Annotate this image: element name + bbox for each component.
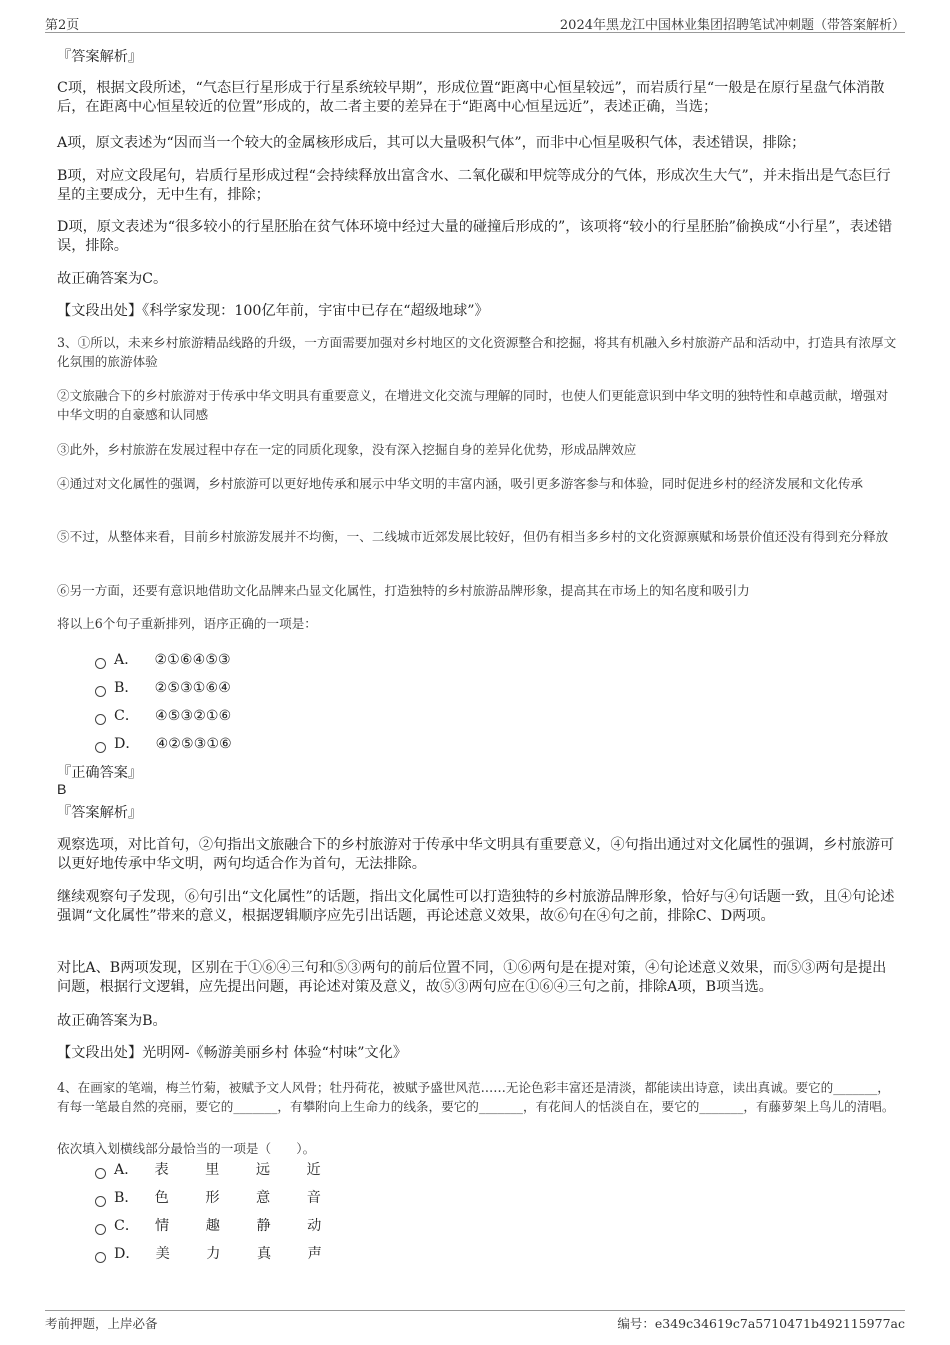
footer-divider — [45, 1310, 905, 1311]
source-citation: 【文段出处】光明网-《畅游美丽乡村 体验“村味”文化》 — [57, 1045, 408, 1061]
q4-option-b[interactable]: B． 色 形 意 音 — [95, 1188, 337, 1208]
q4-option-c[interactable]: C． 情 趣 静 动 — [95, 1216, 337, 1236]
q3-sentence-3: ③此外，乡村旅游在发展过程中存在一定的同质化现象，没有深入挖掘自身的差异化优势，形成品牌效应 — [57, 442, 637, 457]
analysis-label: 『答案解析』 — [57, 805, 143, 821]
q3-sentence-4: ④通过对文化属性的强调，乡村旅游可以更好地传承和展示中华文明的丰富内涵，吸引更多游客参与和体验，同时促进乡村的经济发展和文化传承 — [57, 476, 863, 491]
radio-icon[interactable] — [95, 714, 106, 725]
q3-option-a[interactable]: A． ②①⑥④⑤③ — [95, 650, 231, 670]
q4-stem: 4、在画家的笔端，梅兰竹菊，被赋予文人风骨；牡丹荷花，被赋予盛世风范……无论色彩丰富还是清淡，都能读出诗意，读出真诚。要它的_______，有每一笔最自然的亮丽，要它的_______，有攀附向上生命力的线条，要它的_______，有花间人的恬淡自在，要它的_______，有藤萝架上鸟儿的清唱。 — [57, 1080, 895, 1114]
q3-option-b[interactable]: B． ②⑤③①⑥④ — [95, 678, 231, 698]
analysis-paragraph-1: 观察选项，对比首句，②句指出文旅融合下的乡村旅游对于传承中华文明具有重要意义，④句指出通过对文化属性的强调，乡村旅游可以更好地传承中华文明，两句均适合作为首句，无法排除。 — [57, 837, 895, 872]
conclusion: 故正确答案为B。 — [57, 1013, 167, 1029]
radio-icon[interactable] — [95, 742, 106, 753]
q4-prompt: 依次填入划横线部分最恰当的一项是（ ）。 — [57, 1141, 316, 1156]
analysis-item-d: D项，原文表述为“很多较小的行星胚胎在贫气体环境中经过大量的碰撞后形成的”，该项将“较小的行星胚胎”偷换成“小行星”，表述错误，排除。 — [57, 219, 893, 254]
document-id: 编号：e349c34619c7a5710471b492115977ac — [617, 1316, 905, 1331]
radio-icon[interactable] — [95, 1252, 106, 1263]
footer-slogan: 考前押题，上岸必备 — [45, 1316, 158, 1331]
q4-option-d[interactable]: D． 美 力 真 声 — [95, 1244, 338, 1264]
q3-sentence-5: ⑤不过，从整体来看，目前乡村旅游发展并不均衡，一、二线城市近郊发展比较好，但仍有相当多乡村的文化资源禀赋和场景价值还没有得到充分释放 — [57, 529, 889, 544]
q3-option-c[interactable]: C． ④⑤③②①⑥ — [95, 706, 231, 726]
conclusion: 故正确答案为C。 — [57, 271, 168, 287]
analysis-paragraph-3: 对比A、B两项发现，区别在于①⑥④三句和⑤③两句的前后位置不同，①⑥两句是在提对策，④句论述意义效果，而⑤③两句是提出问题，根据行文逻辑，应先提出问题，再论述对策及意义，故⑤③两句应在①⑥④三句之前，排除A项，B项当选。 — [57, 960, 887, 995]
analysis-item-a: A项，原文表述为“因而当一个较大的金属核形成后，其可以大量吸积气体”，而非中心恒星吸积气体，表述错误，排除； — [57, 135, 806, 151]
q3-sentence-1: 3、①所以，未来乡村旅游精品线路的升级，一方面需要加强对乡村地区的文化资源整合和挖掘，将其有机融入乡村旅游产品和活动中，打造具有浓厚文化氛围的旅游体验 — [57, 335, 897, 369]
analysis-item-b: B项，对应文段尾句，岩质行星形成过程“会持续释放出富含水、二氧化碳和甲烷等成分的气体，形成次生大气”，并未指出是气态巨行星的主要成分，无中生有，排除； — [57, 168, 891, 203]
q3-option-d[interactable]: D． ④②⑤③①⑥ — [95, 734, 232, 754]
analysis-item-c: C项，根据文段所述，“气态巨行星形成于行星系统较早期”，形成位置“距离中心恒星较远”，而岩质行星“一般是在原行星盘气体消散后，在距离中心恒星较近的位置”形成的，故二者主要的差异在于“距离中心恒星远近”，表述正确，当选； — [57, 80, 885, 115]
answer-label: 『正确答案』 — [57, 765, 143, 781]
document-title: 2024年黑龙江中国林业集团招聘笔试冲刺题（带答案解析） — [559, 18, 905, 33]
answer-value: B — [57, 782, 67, 798]
source-citation: 【文段出处】《科学家发现：100亿年前，宇宙中已存在“超级地球”》 — [57, 303, 489, 319]
page-header — [45, 12, 905, 33]
page-number: 第2页 — [45, 18, 80, 33]
radio-icon[interactable] — [95, 1224, 106, 1235]
radio-icon[interactable] — [95, 686, 106, 697]
q3-sentence-2: ②文旅融合下的乡村旅游对于传承中华文明具有重要意义，在增进文化交流与理解的同时，也使人们更能意识到中华文明的独特性和卓越贡献，增强对中华文明的自豪感和认同感 — [57, 388, 889, 422]
q4-option-a[interactable]: A． 表 里 远 近 — [95, 1160, 337, 1180]
analysis-paragraph-2: 继续观察句子发现，⑥句引出“文化属性”的话题，指出文化属性可以打造独特的乡村旅游品牌形象，恰好与④句话题一致，且④句论述强调“文化属性”带来的意义，根据逻辑顺序应先引出话题，再论述意义效果，故⑥句在④句之前，排除C、D两项。 — [57, 889, 895, 924]
radio-icon[interactable] — [95, 658, 106, 669]
q3-prompt: 将以上6个句子重新排列，语序正确的一项是： — [57, 616, 317, 631]
radio-icon[interactable] — [95, 1196, 106, 1207]
analysis-label: 『答案解析』 — [57, 49, 143, 65]
radio-icon[interactable] — [95, 1168, 106, 1179]
q3-sentence-6: ⑥另一方面，还要有意识地借助文化品牌来凸显文化属性，打造独特的乡村旅游品牌形象，提高其在市场上的知名度和吸引力 — [57, 583, 750, 598]
